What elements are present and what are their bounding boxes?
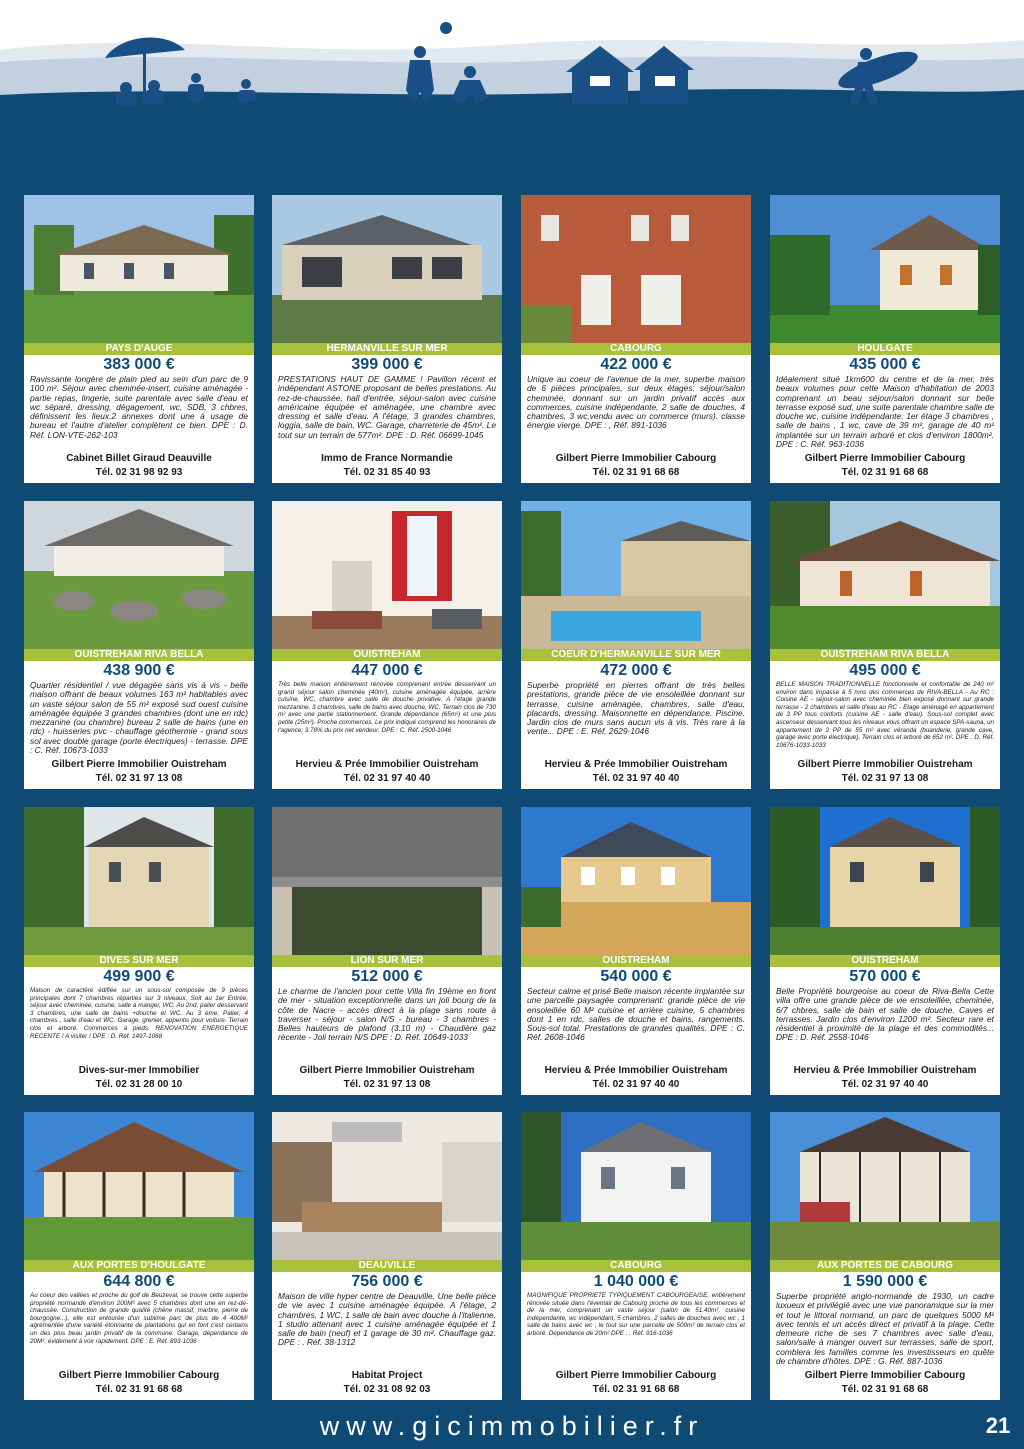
property-photo xyxy=(272,1112,502,1260)
property-photo xyxy=(521,1112,751,1260)
agency-name: Hervieu & Prée Immobilier Ouistreham xyxy=(544,759,728,770)
agency-phone[interactable]: Tél. 02 31 97 40 40 xyxy=(592,773,680,784)
property-photo xyxy=(272,807,502,955)
property-location: HERMANVILLE SUR MER xyxy=(272,343,502,355)
property-photo xyxy=(272,195,502,343)
listing-card[interactable] xyxy=(770,1112,1000,1400)
property-description: PRESTATIONS HAUT DE GAMME ! Pavillon récent et indépendant ASTONE proposant de belles prestations. Au rez-de-chaussée, hall d'entrée, séjour-salon avec cuisine américaine équipée et aménagée, une chambre avec dressing et salle d'eau. A l'étage, 3 grandes chambres, loggia, salle de bain, WC. Garage, charreterie de 45m². Le tout sur un terrain de 577m². DPE : D. Réf. 06699-1045 xyxy=(278,375,496,440)
agency-phone[interactable]: Tél. 02 31 97 40 40 xyxy=(841,1079,929,1090)
page-number: 21 xyxy=(985,1413,1011,1438)
property-description: Au coeur des vallées et proche du golf de Beuzeval, se trouve cette superbe propriété normande d'environ 200M² avec 5 chambres dont une en rez-de-chaussée. Construction de grande qualité (chêne massif, marbre, pierre de bourgogne...), elle est entourée d'un sublime parc de plus de 4 400M² agrémentée d'une variété étonnante de plantations qui en font c'est certains un des plus beau jardin privatif de la commune. Garage, dépendance de 20M², évidement à voir rapidement. DPE : E. Réf. 893-1036 xyxy=(30,1292,248,1345)
property-description: Belle Propriété bourgeoise au coeur de Riva-Bella Cette villa offre une grande pièce de vie ensoleillée, cheminée, 6/7 chbres, salle de bain et salle de douche. Caves et terrasses. Jardin clos d'environ 1200 m². Secteur rare et résidentiel à proximité de la plage et des commodités... DPE : D. Réf. 2558-1046 xyxy=(776,987,994,1043)
listing-card[interactable] xyxy=(770,501,1000,789)
property-price: 422 000 € xyxy=(600,356,672,373)
agency-name: Hervieu & Prée Immobilier Ouistreham xyxy=(544,1065,728,1076)
agency-phone[interactable]: Tél. 02 31 08 92 03 xyxy=(343,1384,431,1395)
agency-phone[interactable]: Tél. 02 31 97 40 40 xyxy=(592,1079,680,1090)
property-photo xyxy=(24,807,254,955)
listing-card[interactable] xyxy=(521,807,751,1095)
property-price: 540 000 € xyxy=(600,968,672,985)
property-price: 472 000 € xyxy=(600,662,672,679)
property-description: Superbe propriété en pierres offrant de très belles prestations, grande pièce de vie ensoleillée donnant sur terrasse, cuisine aménagée, chambres, salle d'eau, placards, dressing. Maisonnette en dépendance. Piscine. Jardin clos de murs sans aucun vis à vis. Très rare à la vente... DPE : E. Réf. 2629-1046 xyxy=(527,681,745,737)
agency-name: Gilbert Pierre Immobilier Cabourg xyxy=(555,453,717,464)
agency-phone[interactable]: Tél. 02 31 91 68 68 xyxy=(841,1384,929,1395)
listing-card[interactable] xyxy=(24,1112,254,1400)
property-description: Maison de ville hyper centre de Deauville. Une belle pièce de vie avec 1 cuisine aménagée équipée. A l'étage, 2 chambres, 1 WC, 1 salle de bain avec douche à l'italienne. 1 studio attenant avec 1 cuisine aménagée équipée et 1 salle de bain (neuf) et 1 garage de 30 m². Chauffage gaz. DPE : . Réf. 38-1312 xyxy=(278,1292,496,1348)
agency-name: Gilbert Pierre Immobilier Ouistreham xyxy=(299,1065,475,1076)
agency-phone[interactable]: Tél. 02 31 97 40 40 xyxy=(343,773,431,784)
agency-phone[interactable]: Tél. 02 31 28 00 10 xyxy=(95,1079,183,1090)
property-photo xyxy=(24,195,254,343)
listing-card[interactable] xyxy=(521,195,751,483)
property-price: 644 800 € xyxy=(103,1273,175,1290)
agency-name: Hervieu & Prée Immobilier Ouistreham xyxy=(793,1065,977,1076)
property-price: 399 000 € xyxy=(351,356,423,373)
property-price: 435 000 € xyxy=(849,356,921,373)
property-location: COEUR D'HERMANVILLE SUR MER xyxy=(521,649,751,661)
agency-name: Dives-sur-mer Immobilier xyxy=(78,1065,200,1076)
property-location: DIVES SUR MER xyxy=(24,955,254,967)
property-location: CABOURG xyxy=(521,1260,751,1272)
property-price: 570 000 € xyxy=(849,968,921,985)
property-description: Superbe propriété anglo-normande de 1930, un cadre luxueux et privilégié avec une vue panoramique sur la mer et tout le littoral normand, un parc de quelques 5000 M² avec tennis et un accès direct et privatif à la plage. Cette demeure riche de ses 7 chambres avec salle d'eau, salon/salle à manger ouvert sur terrasses, salle de sport, comblera les familles comme les investisseurs en quête de chambre d'hôtes. DPE : G. Réf. 887-1036 xyxy=(776,1292,994,1366)
property-price: 383 000 € xyxy=(103,356,175,373)
property-photo xyxy=(770,501,1000,649)
property-location: OUISTREHAM RIVA BELLA xyxy=(24,649,254,661)
property-description: Secteur calme et prisé Belle maison récente implantée sur une parcelle paysagée comprenant: grande pièce de vie ensoleillée 60 M² cuisine et arrière cuisine, 5 chambres dont 1 en rdc, salles de douche et bains, rangements. Sous-sol total. Prestations de grandes qualités. DPE : C. Réf. 2608-1046 xyxy=(527,987,745,1043)
listing-card[interactable] xyxy=(770,807,1000,1095)
agency-name: Gilbert Pierre Immobilier Ouistreham xyxy=(51,759,227,770)
property-price: 1 040 000 € xyxy=(593,1273,679,1290)
agency-phone[interactable]: Tél. 02 31 98 92 93 xyxy=(95,467,183,478)
agency-name: Hervieu & Prée Immobilier Ouistreham xyxy=(295,759,479,770)
property-location: OUISTREHAM RIVA BELLA xyxy=(770,649,1000,661)
property-location: CABOURG xyxy=(521,343,751,355)
listing-card[interactable] xyxy=(24,195,254,483)
property-description: BELLE MAISON TRADITIONNELLE fonctionnelle et confortable de 240 m² environ dans impasse à 5 mns des commerces de RIVA-BELLA - Au RC : Cuisine AE - séjour-salon avec cheminée bien exposé donnant sur grande terrasse - 2 chambres et salle d'eau au RC - Etage aménagé en appartement de 3 PP tous conforts (cuisine AE - salle d'eau). Sous-sol complet avec ascenseur desservant tous les niveaux vous offrant un espace SPA-sauna, un appartement de 2 PP de 55 m² avec véranda (buanderie, grande cave, garage avec porte électrique). Terrain clos et arboré de 652 m². DPE : D. Réf. 10676-1033-1033 xyxy=(776,681,994,749)
property-location: AUX PORTES DE CABOURG xyxy=(770,1260,1000,1272)
agency-name: Gilbert Pierre Immobilier Cabourg xyxy=(804,1370,966,1381)
property-photo xyxy=(770,195,1000,343)
property-location: PAYS D'AUGE xyxy=(24,343,254,355)
agency-phone[interactable]: Tél. 02 31 97 13 08 xyxy=(343,1079,431,1090)
property-photo xyxy=(272,501,502,649)
property-location: AUX PORTES D'HOULGATE xyxy=(24,1260,254,1272)
website-url[interactable]: www.gicimmobilier.fr xyxy=(319,1411,705,1441)
agency-phone[interactable]: Tél. 02 31 91 68 68 xyxy=(592,1384,680,1395)
property-photo xyxy=(770,1112,1000,1260)
agency-phone[interactable]: Tél. 02 31 85 40 93 xyxy=(343,467,431,478)
property-price: 447 000 € xyxy=(351,662,423,679)
property-location: OUISTREHAM xyxy=(770,955,1000,967)
agency-name: Immo de France Normandie xyxy=(321,453,453,464)
listing-card[interactable] xyxy=(272,501,502,789)
listing-card[interactable] xyxy=(272,807,502,1095)
property-price: 495 000 € xyxy=(849,662,921,679)
agency-phone[interactable]: Tél. 02 31 97 13 08 xyxy=(95,773,183,784)
property-description: Maison de caractère édifiée sur un sous-sol composée de 9 pièces principales dont 7 chambres réparties sur 3 niveaux. Soit au 1er Entrée, séjour avec cheminée, cuisine, salle à manger, WC. Au 2nd, palier desservant 3 chambres, une salle de bains +douche et WC. Au 3 ème, Palier, 4 chambres , salle d'eau et WC. Garage, grenier, appentis pour voiture. Terrain clos et arboré. Commerces à pieds. RENOVATION ENERGETIQUE RECENTE ! A visiter ! DPE : D. Réf. 1497-1068 xyxy=(30,987,248,1040)
property-description: Très belle maison entièrement rénovée comprenant entrée desservant un grand séjour salon cheminée (40m²), cuisine aménagée équipée, arrière cuisine, WC, chambre avec salle de douche privative. A l'étage grande mezzanine, 3 chambres, salle de bains avec douche, WC. Terrain clos de 730 m² avec une partie stationnement. Grande dépendance (65m²) et une plus petite (25m²). Proche commerces. Le prix indiqué comprend les honoraires de l'agence; 3.78% du prix net vendeur. DPE : C. Réf. 2500-1046 xyxy=(278,681,496,734)
property-price: 512 000 € xyxy=(351,968,423,985)
agency-name: Gilbert Pierre Immobilier Ouistreham xyxy=(797,759,973,770)
agency-name: Cabinet Billet Giraud Deauville xyxy=(66,453,212,464)
listing-card[interactable] xyxy=(272,195,502,483)
property-price: 499 900 € xyxy=(103,968,175,985)
property-price: 1 590 000 € xyxy=(842,1273,928,1290)
agency-name: Gilbert Pierre Immobilier Cabourg xyxy=(804,453,966,464)
property-price: 756 000 € xyxy=(351,1273,423,1290)
property-location: OUISTREHAM xyxy=(272,649,502,661)
property-description: Quartier résidentiel / vue dégagée sans vis à vis - belle maison offrant de beaux volumes 163 m² habitables avec un vaste séjour salon de 55 m² exposé sud ouest cuisine aménagée équipée 3 grandes chambres (dont une en rdc) mezzanine (ou chambre) bureau 2 salle de bains (une en rdc) - huisseries pvc - chauffage géothermie - grand sous sol avec double garage (porte électriques) - terrasse. DPE : C. Réf. 10673-1033 xyxy=(30,681,248,755)
listing-card[interactable] xyxy=(24,807,254,1095)
property-photo xyxy=(521,195,751,343)
listing-card[interactable] xyxy=(24,501,254,789)
property-photo xyxy=(24,1112,254,1260)
property-photo xyxy=(521,501,751,649)
listing-card[interactable] xyxy=(272,1112,502,1400)
property-photo xyxy=(770,807,1000,955)
agency-name: Habitat Project xyxy=(351,1370,423,1381)
agency-phone[interactable]: Tél. 02 31 91 68 68 xyxy=(841,467,929,478)
agency-name: Gilbert Pierre Immobilier Cabourg xyxy=(555,1370,717,1381)
property-description: MAGNIFIQUE PROPRIETE TYPIQUEMENT CABOURGEAISE, entièrement rénovée située dans l'éventail de Cabourg proche de tous les commerces et de la mer, comprenant un vaste séjour (salon de 51.40m², cuisine indépendante, wc indépendant, 5 chambres, 2 salles de douches avec wc , 1 salle de bains avec wc , le tout sur une parcelle de 500m² de terrain clos et arboré. Dépendance de 20m² DPE : . Réf. 916-1036 xyxy=(527,1292,745,1337)
property-price: 438 900 € xyxy=(103,662,175,679)
property-location: HOULGATE xyxy=(770,343,1000,355)
property-description: Le charme de l'ancien pour cette Villa fin 19ème en front de mer - situation exceptionnelle dans un joli bourg de la côte de Nacre - accès direct à la plage sans route à traverser - séjour - salon N/S - bureau - 3 chambres - Belles hauteurs de plafond (3.10 m) - Chaudière gaz récente - Joli terrain N/S DPE : D. Réf. 10649-1033 xyxy=(278,987,496,1043)
agency-phone[interactable]: Tél. 02 31 91 68 68 xyxy=(592,467,680,478)
agency-phone[interactable]: Tél. 02 31 91 68 68 xyxy=(95,1384,183,1395)
property-location: LION SUR MER xyxy=(272,955,502,967)
property-location: OUISTREHAM xyxy=(521,955,751,967)
property-description: Unique au coeur de l'avenue de la mer, superbe maison de 6 pièces principales, sur deux étages: séjour/salon cheminée, donnant sur un jardin privatif accès aux commerces, cuisine indépendante, 2 salle de douches, 4 chambres, 3 wc,vendu avec un commerce (murs). classe énergie vierge. DPE : , Réf. 891-1036 xyxy=(527,375,745,431)
agency-name: Gilbert Pierre Immobilier Cabourg xyxy=(58,1370,220,1381)
property-location: DEAUVILLE xyxy=(272,1260,502,1272)
agency-phone[interactable]: Tél. 02 31 97 13 08 xyxy=(841,773,929,784)
property-photo xyxy=(24,501,254,649)
listing-card[interactable] xyxy=(521,1112,751,1400)
property-description: Idéalement situé 1km600 du centre et de la mer, très beaux volumes pour cette Maison d'habitation de 2003 comprenant un beau séjour/salon donnant sur belle terrasse exposé sud, une suite parentale chambre salle de douche wc, cuisine indépendante. 1er étage 3 chambres , salle de bains , 1 wc, cave de 39 m², garage de 40 m² implantée sur un terrain arboré et clos d'environ 1800m². DPE : C. Réf. 963-1036 xyxy=(776,375,994,449)
listing-card[interactable] xyxy=(521,501,751,789)
property-photo xyxy=(521,807,751,955)
listing-card[interactable] xyxy=(770,195,1000,483)
property-description: Ravissante longère de plain pied au sein d'un parc de 9 100 m². Séjour avec cheminée-insert, cuisine aménagée - partie repas, lingerie, suite parentale avec salle d'eau et wc séparé, dressing, dégagement, wc, SDB, 3 chbres, définissent les lieux.2 annexes dont une à usage de bureau et l'autre d'atelier complètent ce bien. DPE : D. Réf. LON-VTE-262-103 xyxy=(30,375,248,440)
